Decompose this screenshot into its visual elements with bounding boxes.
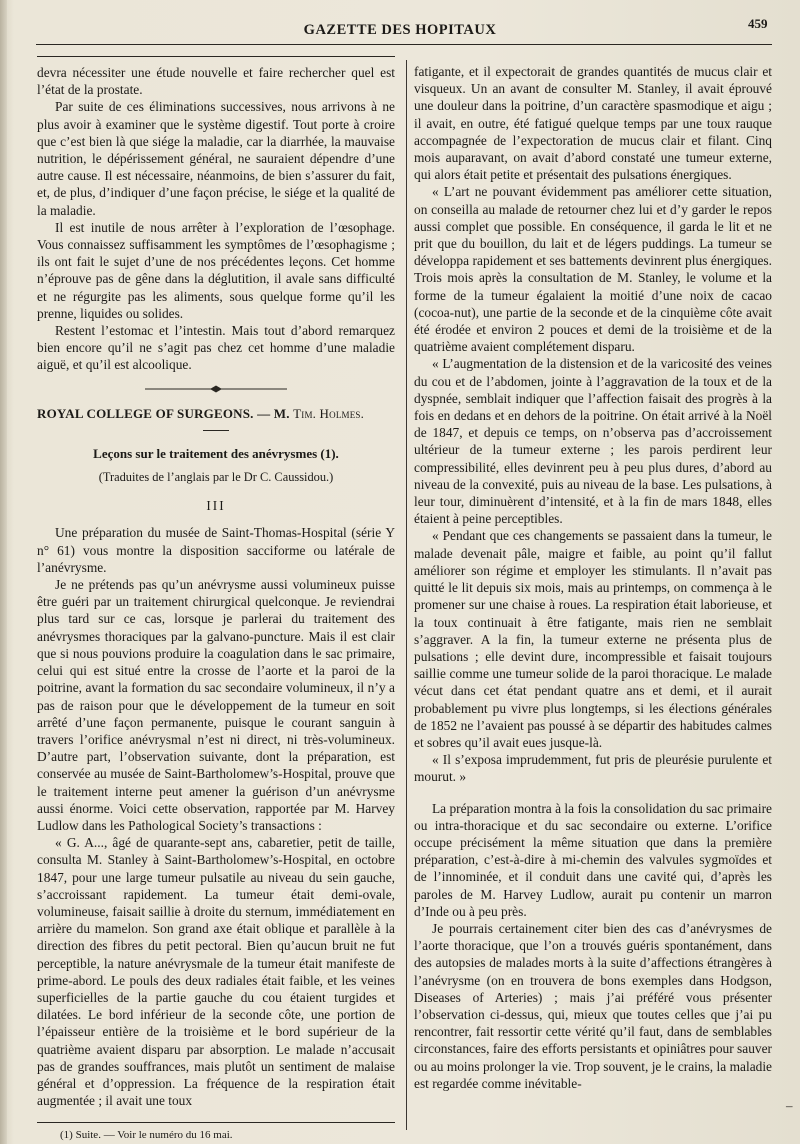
paragraph: Par suite de ces éliminations successives, nous arrivons à ne plus avoir à examiner que le système digestif. Tout porte à croire que c’est bien là que siége la maladie, car la diarrhée, la mauvaise nutrition, le dépérissement général, ne sauraient dépendre d’une autre cause. Il est nécessaire, néanmoins, de bien s’assurer du fait, et, de plus, d’indiquer d’une façon précise, le siége et la qualité de la maladie. xyxy=(37,99,395,218)
paragraph: Je ne prétends pas qu’un anévrysme aussi volumineux puisse être guéri par un traitement chirurgical quelconque. Je reviendrai plus tard sur ce cas, lorsque je parlerai du traitement des anévrysmes thoraciques par la galvano-puncture. Mais il est clair que si nous pouvions produire la coagulation dans le sac primaire, celui qui est situé entre la crosse de l’aorte et la paroi de la poitrine, avant la formation du sac secondaire volumineux, il n’y a pas de raison pour que le développement de la tumeur en soit arrêté d’une façon permanente, puisque le courant sanguin à travers l’orifice anévrysmal n’est ni direct, ni très-volumineux. D’autre part, l’observation suivante, dont la préparation, est conservée au musée de Saint-Bartholomew’s-Hospital, prouve que le traitement interne peut amener la guérison d’un anévrysme aussi énorme. Voici cette observation, rapportée par M. Harvey Ludlow dans les Pathological Society’s transactions : xyxy=(37,577,395,833)
paragraph: La préparation montra à la fois la consolidation du sac primaire ou intra-thoracique et du sac secondaire ou externe. L’orifice occupe précisément la même situation que dans la première préparation, c’est-à-dire à mi-chemin des valvules sygmoïdes et de l’innominée, et il conduit dans une cavité qui, d’après les paroles de M. Harvey Ludlow, aurait pu contenir un marron d’Inde ou à peu près. xyxy=(414,800,772,919)
paragraph: Il est inutile de nous arrêter à l’exploration de l’œsophage. Vous connaissez suffisamment les symptômes de l’œsophagisme ; ils ont fait le sujet d’une de nos précédentes leçons. Cet homme n’éprouve pas de gêne dans la déglutition, il avale sans difficulté et ne régurgite pas les aliments, sous quelque forme qu’il les prenne, liquides ou solides. xyxy=(37,219,395,321)
footnote-rule xyxy=(37,1122,395,1123)
paragraph: « G. A..., âgé de quarante-sept ans, cabaretier, petit de taille, consulta M. Stanley à Saint-Bartholomew’s-Hospital, en octobre 1847, pour une large tumeur pulsatile au niveau du sein gauche, s’accroissant rapidement. La tumeur était demi-ovale, volumineuse, faisait saillie à droite du sternum, immédiatement en arrière du mamelon. Son grand axe était oblique et parallèle à la direction des fibres du petit pectoral. Bien qu’aucun bruit ne fut perceptible, la nature anévrysmale de la tumeur était manifeste de prime-abord. Le pouls des deux radiales était faible, et les veines superficielles de la partie gauche du cou étaient turgides et dilatées. Le bord inférieur de la seconde côte, une portion de l’épaisseur entière de la troisième et le bord supérieur de la quatrième avaient disparu par absorption. Le malade n’accusait pas de grandes souffrances, mais plutôt un sentiment de malaise général et d’oppression. La fréquence de la respiration était augmentée ; il avait une toux xyxy=(37,835,395,1109)
paragraph: fatigante, et il expectorait de grandes quantités de mucus clair et visqueux. Un an avant de consulter M. Stanley, il avait éprouvé une douleur dans la poitrine, d’un caractère spasmodique et aigu ; il avait, en outre, été fatigué quelque temps par une toux rauque accompagnée de l’expectoration de mucus clair et filant. Cinq mois auparavant, on avait d’abord constaté une tumeur externe, qui alors était petite et présentait des pulsations énergiques. xyxy=(414,64,772,183)
lecture-title: Leçons sur le traitement des anévrysmes (1). xyxy=(93,445,339,461)
part-number: III xyxy=(206,498,226,514)
left-column xyxy=(37,64,395,1109)
column-divider xyxy=(406,60,407,1130)
margin-mark: – xyxy=(786,1098,793,1113)
footnote: (1) Suite. — Voir le numéro du 16 mai. xyxy=(60,1129,233,1141)
section-separator-ornament xyxy=(141,385,291,393)
header-rule xyxy=(36,44,772,45)
paragraph: « L’art ne pouvant évidemment pas améliorer cette situation, on conseilla au malade de retourner chez lui et d’y garder le repos aussi complet que possible. En conséquence, il garda le lit et ne prit que du bouillon, du lait et de légers puddings. La tumeur se développa rapidement et ses battements devinrent plus énergiques. Trois mois après la consultation de M. Stanley, le volume et la forme de la tumeur égalaient la moitié d’une noix de cacao (cocoa-nut), une partie de la seconde et de la cinquième côte avait été érodée et environ 2 pouces et demi de la troisième et de la quatrième avaient complétement disparu. xyxy=(414,184,772,355)
page-header-title: GAZETTE DES HOPITAUX xyxy=(303,22,497,38)
article-heading xyxy=(37,405,395,422)
left-column-top-rule xyxy=(37,56,395,57)
page-number: 459 xyxy=(748,16,768,31)
paragraph: « Pendant que ces changements se passaient dans la tumeur, le malade devenait pâle, maigre et faible, au point qu’il fallut améliorer son régime et employer les stimulants. Il n’avait pas quitté le lit depuis six mois, mais au printemps, on commença à le promener sur une chaise à roues. La respiration était laborieuse, et la toux continuait à être fatigante, mais rien ne semblait s’aggraver. A la fin, la tumeur externe ne présenta plus de pulsations ; elle devint dure, incompressible et faisait toujours saillie comme une tumeur solide de la paroi thoracique. Le malade vécut dans cet état pendant quatre ans et demi, et il aurait probablement pu vivre plus longtemps, si les élections générales de 1852 ne l’avaient pas poussé à se départir des habitudes calmes et sobres qu’il avait eues jusque-là. xyxy=(414,528,772,750)
paragraph: devra nécessiter une étude nouvelle et faire rechercher quel est l’état de la prostate. xyxy=(37,65,395,98)
paragraph: Restent l’estomac et l’intestin. Mais tout d’abord remarquez bien encore qu’il ne s’agit pas chez cet homme d’une maladie aiguë, et qu’il est alcoolique. xyxy=(37,323,395,373)
article-author: Tim. Holmes. xyxy=(293,405,365,421)
paragraph: « Il s’exposa imprudemment, fut pris de pleurésie purulente et mourut. » xyxy=(414,752,772,785)
heading-rule xyxy=(203,430,229,431)
paragraph: « L’augmentation de la distension et de la varicosité des veines du cou et de l’abdomen, jointe à l’aggravation de la toux et de la dyspnée, semblait indiquer que l’affection faisait des progrès à la fois en dedans et en dehors de la poitrine. On était arrivé à la Noël de 1847, et depuis ce temps, on n’observa pas d’accroissement ultérieur de la tumeur externe ; les parois perdirent leur compressibilité, elles devinrent peu à peu plus dures, d’abord au niveau de la convexité, puis au niveau de la base. Les pulsations, à leur tour, diminuèrent d’intensité, et à la fin de mars 1848, elles étaient à peine perceptibles. xyxy=(414,356,772,527)
right-column xyxy=(414,63,772,1092)
translator-credit: (Traduites de l’anglais par le Dr C. Caussidou.) xyxy=(98,470,334,485)
article-institution: ROYAL COLLEGE OF SURGEONS. — M. xyxy=(37,405,290,421)
paragraph: Une préparation du musée de Saint-Thomas-Hospital (série Y n° 61) vous montre la disposition sacciforme ou latérale de l’anévrysme. xyxy=(37,525,395,575)
paragraph: Je pourrais certainement citer bien des cas d’anévrysmes de l’aorte thoracique, que l’on a trouvés guéris spontanément, dans des autopsies de malades morts à la suite d’affections étrangères à l’anévrysme (on en trouvera de bons exemples dans Hodgson, Diseases of Arteries) ; mais j’ai préféré vous présenter l’observation ci-dessus, qui, mieux que toutes celles que j’ai pu rencontrer, fait ressortir cette vérité qu’il faut, dans de semblables circonstances, faire des efforts persistants et opiniâtres pour sauver ou au moins prolonger la vie. Trop souvent, je le crains, la maladie est regardée comme inévitable- xyxy=(414,920,772,1091)
page-binding-edge xyxy=(0,0,7,1144)
